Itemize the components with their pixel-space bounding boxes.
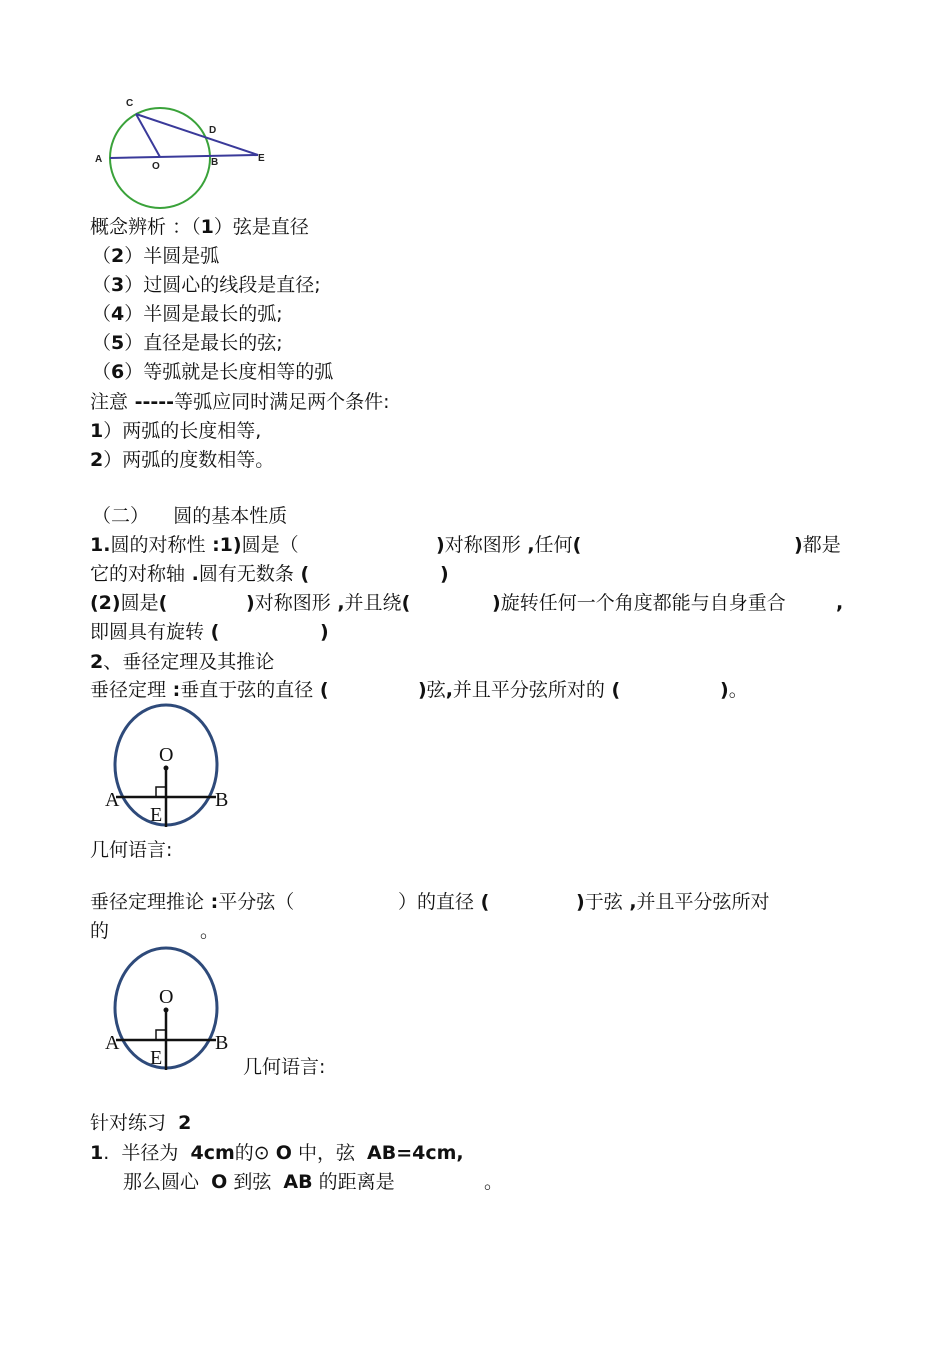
symmetry-line-1c: )都是 [794,534,841,556]
section-heading: （二） 圆的基本性质 [92,505,288,527]
label-e: E [258,153,265,164]
condition-2: 2）两弧的度数相等。 [90,449,275,471]
label-o: O [159,744,174,766]
rotation-line-1c: )旋转任何一个角度都能与自身重合 [492,592,786,614]
diameter-ab-extended [110,155,258,158]
concept-line-1: 概念辨析 ：（1）弦是直径 [90,216,309,238]
label-a: A [105,1032,120,1054]
symmetry-line-2b: ) [440,563,449,585]
corollary-line-d: 的 [90,920,110,942]
label-c: C [126,98,134,109]
rotation-comma: , [836,592,844,614]
geometry-language-1: 几何语言: [90,839,173,861]
theorem-line-c: )。 [720,679,748,701]
rotation-line-1b: )对称图形 ,并且绕( [246,592,411,614]
condition-1: 1）两弧的长度相等, [90,420,262,442]
corollary-line-a: 垂径定理推论 :平分弦（ [90,891,295,913]
practice-q1-line-2: 那么圆心 O 到弦 AB 的距离是 [123,1171,395,1193]
figure-perpendicular-diameter-1 [100,703,235,831]
corollary-line-c: )于弦 ,并且平分弦所对 [576,891,770,913]
practice-title: 针对练习 2 [90,1112,192,1134]
note-line: 注意 -----等弧应同时满足两个条件: [90,391,390,413]
center-point [164,766,169,771]
concept-line-5: （5）直径是最长的弦; [92,332,283,354]
center-point [164,1008,169,1013]
rotation-line-1a: (2)圆是( [90,592,168,614]
right-angle-mark [156,1030,166,1040]
symmetry-line-2a: 它的对称轴 .圆有无数条 ( [90,563,310,585]
symmetry-line-1b: )对称图形 ,任何( [436,534,582,556]
concept-line-2: （2）半圆是弧 [92,245,220,267]
right-angle-mark [156,787,166,797]
corollary-period: 。 [200,920,220,942]
corollary-line-b: ）的直径 ( [398,891,490,913]
label-b: B [211,157,219,168]
segment-ce [136,114,258,155]
theorem-line-a: 垂径定理 :垂直于弦的直径 ( [90,679,329,701]
label-o: O [152,161,160,172]
rotation-line-2b: ) [320,621,329,643]
label-o: O [159,986,174,1008]
label-e: E [150,804,163,826]
practice-q1-line-1: 1. 半径为 4cm的⊙ O 中，弦 AB=4cm, [90,1142,464,1164]
label-a: A [95,154,103,165]
geometry-language-2: 几何语言: [243,1056,326,1078]
concept-line-4: （4）半圆是最长的弧; [92,303,283,325]
label-b: B [215,1032,229,1054]
concept-line-3: （3）过圆心的线段是直径; [92,274,321,296]
label-e: E [150,1047,163,1069]
figure-perpendicular-diameter-2 [100,945,235,1073]
figure-circle-secant [90,95,275,213]
label-d: D [209,125,217,136]
rotation-line-2a: 即圆具有旋转 ( [90,621,220,643]
label-a: A [105,789,120,811]
theorem-line-b: )弦,并且平分弦所对的 ( [418,679,621,701]
concept-line-6: （6）等弧就是长度相等的弧 [92,361,334,383]
practice-q1-period: 。 [484,1171,504,1193]
perpendicular-diameter-heading: 2、垂径定理及其推论 [90,651,275,673]
label-b: B [215,789,229,811]
symmetry-line-1a: 1.圆的对称性 :1)圆是（ [90,534,299,556]
